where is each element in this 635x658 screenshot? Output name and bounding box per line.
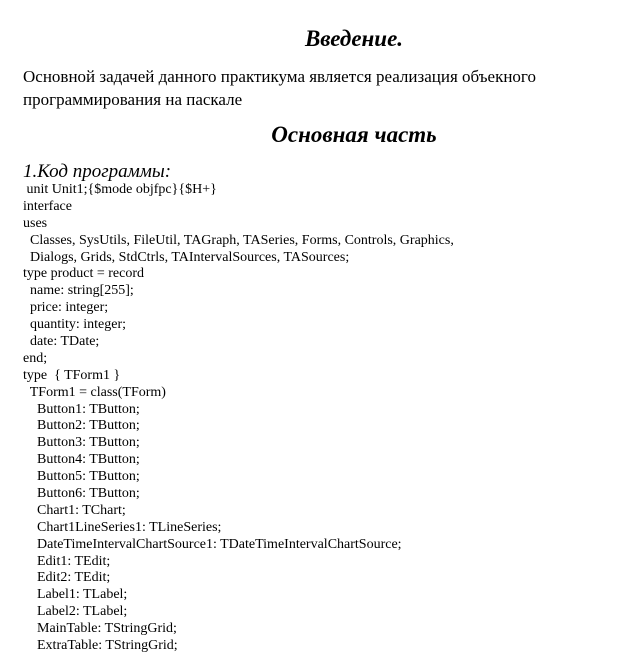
code-line: Edit1: TEdit; [23,553,111,569]
code-line: DateTimeIntervalChartSource1: TDateTimeIntervalChartSource; [23,536,402,552]
code-line: Button4: TButton; [23,452,140,468]
main-section-title: Основная часть [271,122,437,147]
code-line: Label1: TLabel; [23,587,128,603]
code-line: quantity: integer; [23,317,127,333]
intro-title: Введение. [304,26,404,51]
code-line: Button5: TButton; [23,469,140,485]
code-line: type { TForm1 } [23,367,121,383]
code-line: Button2: TButton; [23,418,140,434]
code-line: ExtraTable: TStringGrid; [23,638,178,654]
code-listing [23,182,454,655]
code-line: uses [23,215,48,231]
code-line: Classes, SysUtils, FileUtil, TAGraph, TASeries, Forms, Controls, Graphics, [23,232,454,248]
code-line: Dialogs, Grids, StdCtrls, TAIntervalSources, TASources; [23,249,350,265]
code-line: end; [23,350,48,366]
code-line: Chart1: TChart; [23,502,126,518]
code-line: name: string[255]; [23,283,134,299]
code-line: unit Unit1;{$mode objfpc}{$H+} [23,182,217,197]
code-line: Button6: TButton; [23,486,140,502]
code-line: TForm1 = class(TForm) [23,384,166,400]
code-line: MainTable: TStringGrid; [23,621,177,637]
code-line: interface [23,198,72,214]
code-line: type product = record [23,266,145,282]
code-line: Button1: TButton; [23,401,140,417]
code-line: Button3: TButton; [23,435,140,451]
code-line: price: integer; [23,300,109,316]
code-line: Edit2: TEdit; [23,570,111,586]
code-heading: 1.Код программы: [23,161,172,182]
code-line: Label2: TLabel; [23,604,128,620]
code-line: Chart1LineSeries1: TLineSeries; [23,519,222,535]
intro-paragraph: Основной задачей данного практикума является реализация объекного программирования на паскале [23,67,536,109]
code-line: date: TDate; [23,334,100,350]
